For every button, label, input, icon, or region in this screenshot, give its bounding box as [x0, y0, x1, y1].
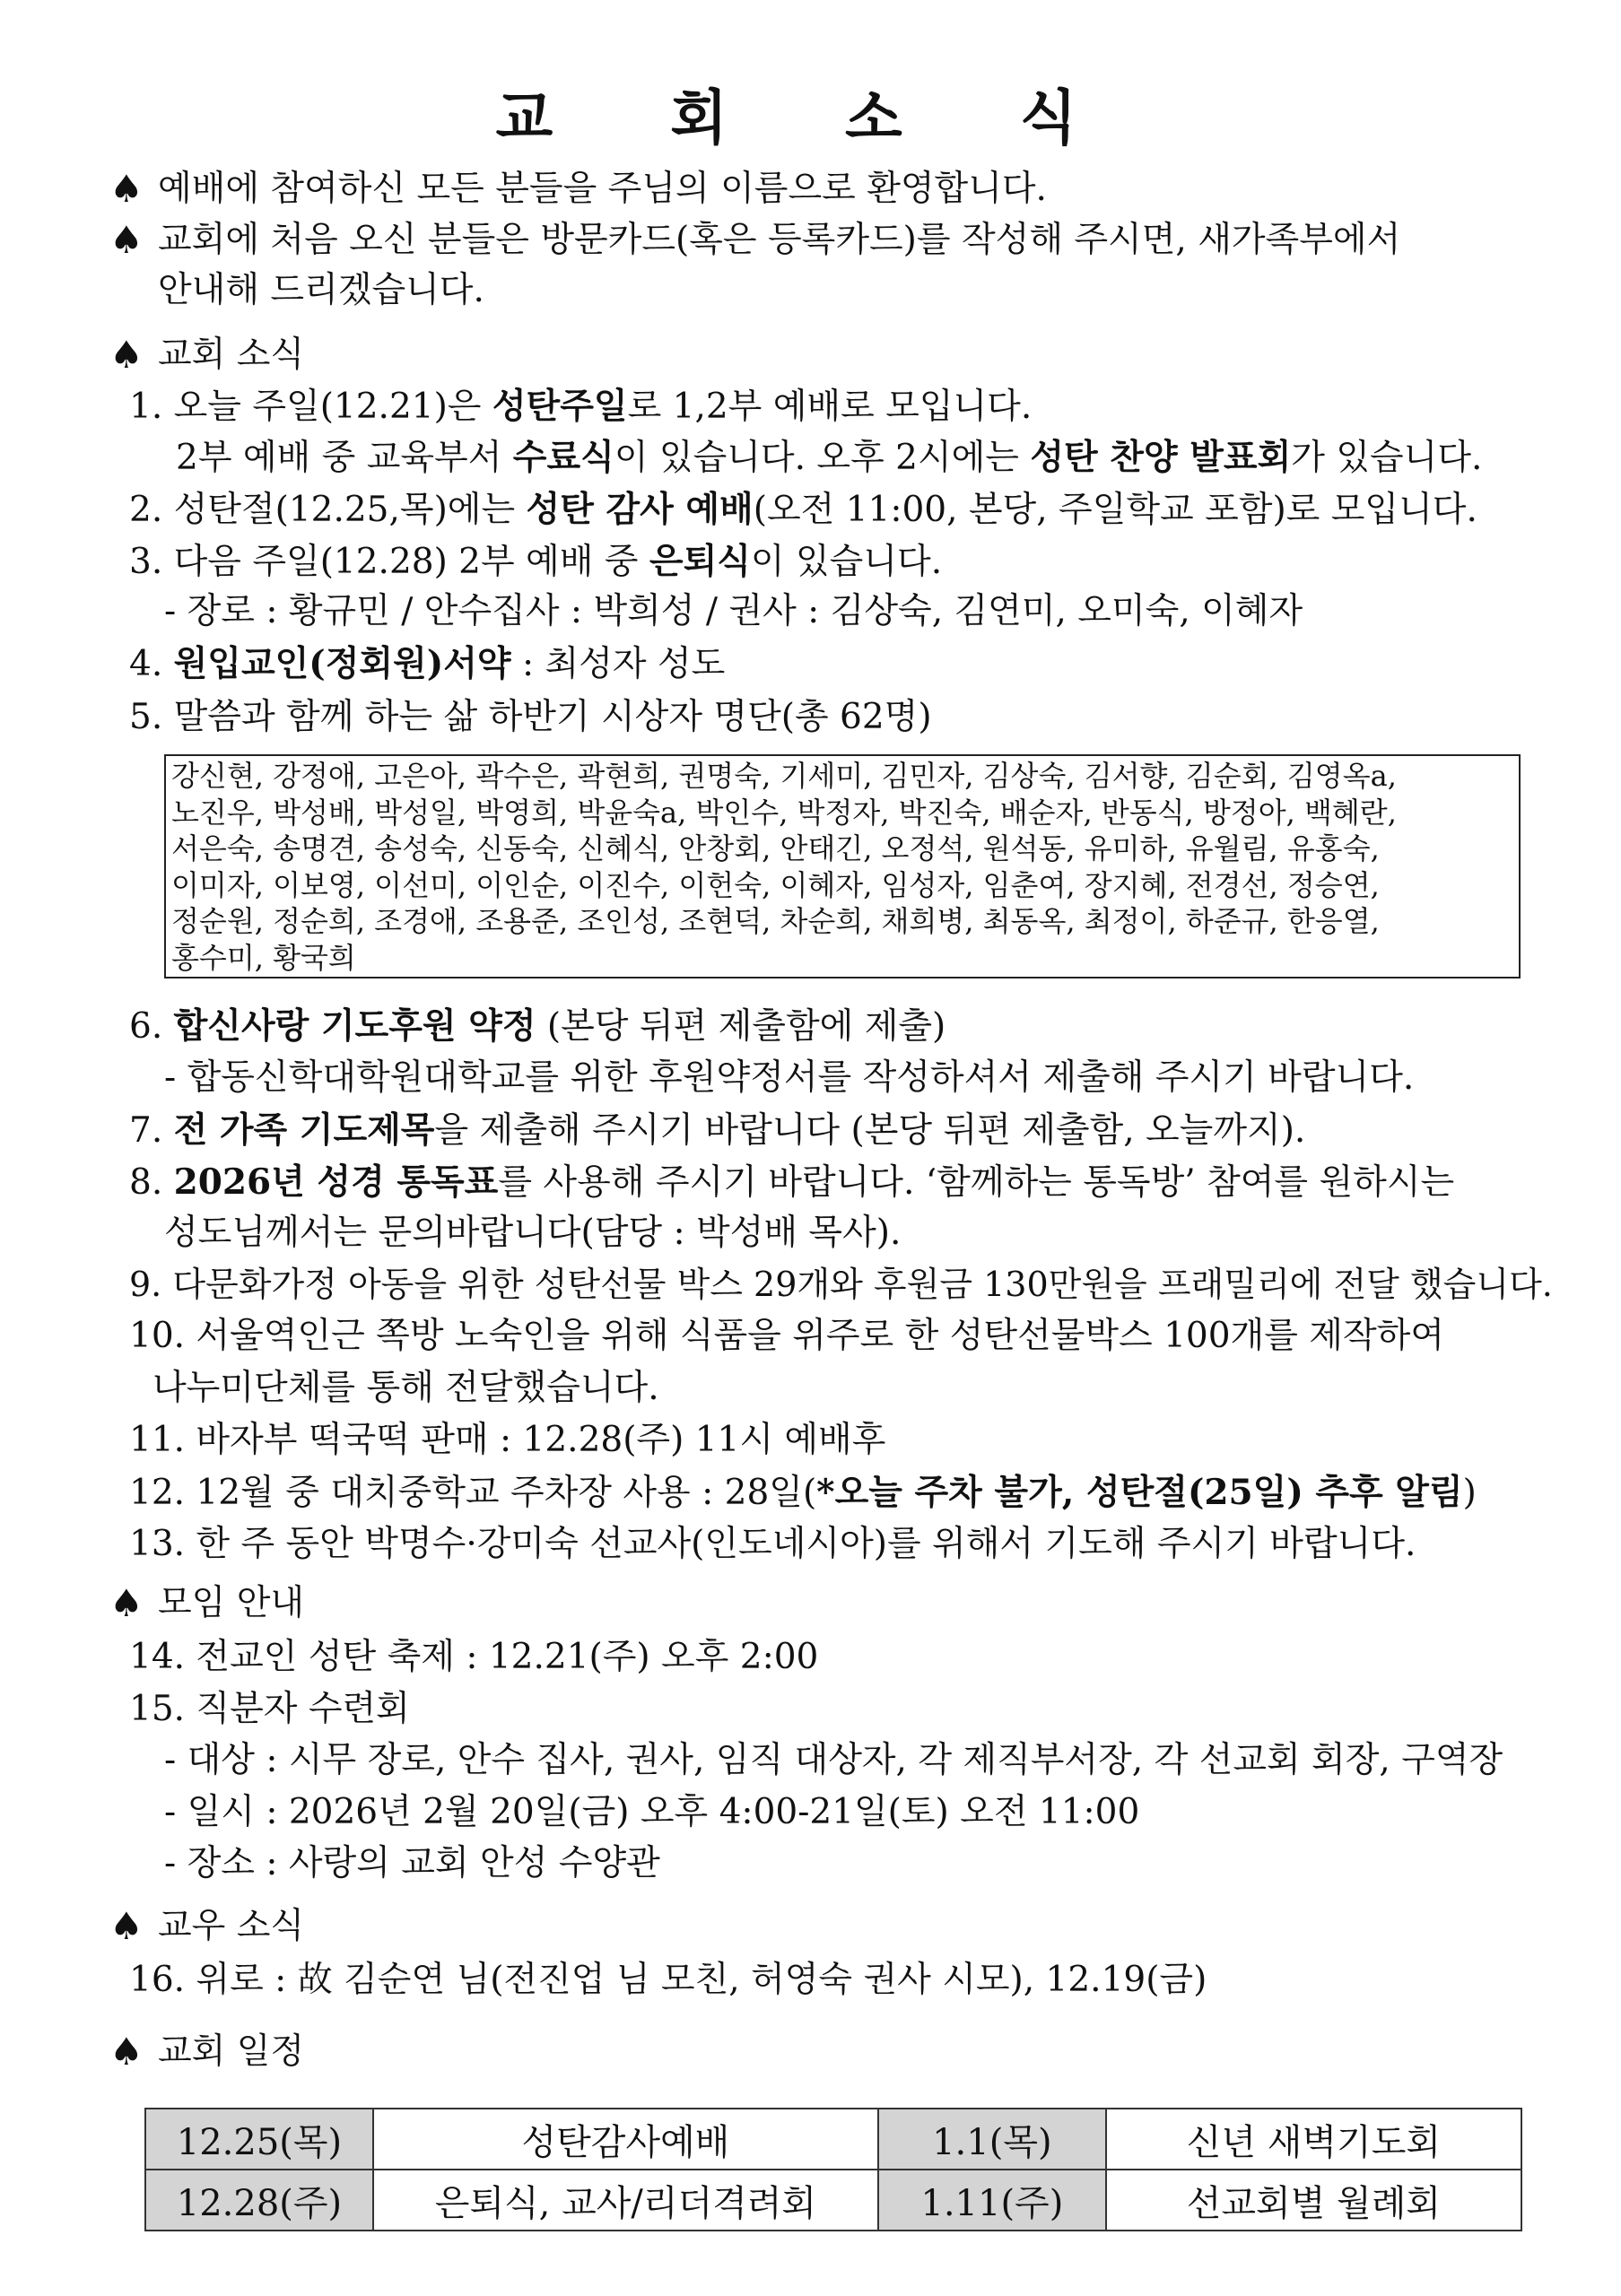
meeting-item-15-date: - 일시 : 2026년 2월 20일(금) 오후 4:00-21일(토) 오전 11:00 [164, 1792, 1140, 1832]
names-row: 노진우, 박성배, 박성일, 박영희, 박윤숙a, 박인수, 박정자, 박진숙, 배순자, 반동식, 방정아, 백혜란, [171, 795, 1397, 830]
spade-icon: ♠ [109, 218, 144, 262]
schedule-table [144, 2108, 1522, 2231]
page-title: 교 회 소 식 [495, 83, 1126, 152]
news-item-3-sub: - 장로 : 황규민 / 안수집사 : 박희성 / 권사 : 김상숙, 김연미, 오미숙, 이혜자 [164, 591, 1303, 631]
news-item-8-cont: 성도님께서는 문의바랍니다(담당 : 박성배 목사). [164, 1213, 902, 1253]
spade-icon: ♠ [109, 333, 144, 377]
section-heading-member: 교우 소식 [158, 1906, 305, 1946]
news-item-6-sub: - 합동신학대학원대학교를 위한 후원약정서를 작성하셔서 제출해 주시기 바랍니다. [164, 1057, 1415, 1098]
news-item-5: 5. 말씀과 함께 하는 삶 하반기 시상자 명단(총 62명) [129, 697, 932, 737]
news-item-6: 6. 합신사랑 기도후원 약정 (본당 뒤편 제출함에 제출) [129, 1005, 946, 1047]
welcome-line-2: 교회에 처음 오신 분들은 방문카드(혹은 등록카드)를 작성해 주시면, 새가족부에서 [158, 220, 1401, 260]
awardee-names-box [164, 754, 1521, 978]
schedule-date: 1.1(목) [878, 2109, 1106, 2170]
names-row: 강신현, 강정애, 고은아, 곽수은, 곽현희, 권명숙, 기세미, 김민자, 김상숙, 김서향, 김순회, 김영옥a, [171, 759, 1397, 793]
welcome-line-3: 안내해 드리겠습니다. [158, 270, 484, 310]
news-item-9: 9. 다문화가정 아동을 위한 성탄선물 박스 29개와 후원금 130만원을 프래밀리에 전달 했습니다. [129, 1265, 1553, 1304]
schedule-date: 1.11(주) [878, 2170, 1106, 2231]
section-heading-schedule: 교회 일정 [158, 2031, 305, 2072]
schedule-date: 12.28(주) [145, 2170, 373, 2231]
spade-icon: ♠ [109, 167, 144, 211]
news-item-8: 8. 2026년 성경 통독표를 사용해 주시기 바랍니다. ‘함께하는 통독방’ 참여를 원하시는 [129, 1161, 1455, 1203]
news-item-1-cont: 2부 예배 중 교육부서 수료식이 있습니다. 오후 2시에는 성탄 찬양 발표회가 있습니다. [176, 437, 1483, 478]
meeting-item-15-target: - 대상 : 시무 장로, 안수 집사, 권사, 임직 대상자, 각 제직부서장, 각 선교회 회장, 구역장 [164, 1740, 1503, 1780]
meeting-item-15-place: - 장소 : 사랑의 교회 안성 수양관 [164, 1843, 660, 1883]
meeting-item-14: 14. 전교인 성탄 축제 : 12.21(주) 오후 2:00 [129, 1637, 819, 1677]
table-row [145, 2170, 1521, 2231]
spade-icon: ♠ [109, 1581, 144, 1625]
schedule-event: 은퇴식, 교사/리더격려회 [373, 2170, 878, 2231]
news-item-3: 3. 다음 주일(12.28) 2부 예배 중 은퇴식이 있습니다. [129, 541, 943, 582]
schedule-event: 신년 새벽기도회 [1106, 2109, 1521, 2170]
news-item-11: 11. 바자부 떡국떡 판매 : 12.28(주) 11시 예배후 [129, 1420, 886, 1460]
meeting-item-15: 15. 직분자 수련회 [129, 1689, 410, 1729]
member-item-16: 16. 위로 : 故 김순연 님(전진업 님 모친, 허영숙 권사 시모), 12.19(금) [129, 1960, 1207, 2000]
names-row: 정순원, 정순희, 조경애, 조용준, 조인성, 조현덕, 차순희, 채희병, 최동옥, 최정이, 하준규, 한응열, [171, 904, 1380, 938]
table-row [145, 2109, 1521, 2170]
section-heading-news: 교회 소식 [158, 335, 305, 375]
news-item-1: 1. 오늘 주일(12.21)은 성탄주일로 1,2부 예배로 모입니다. [129, 386, 1033, 427]
spade-icon: ♠ [109, 2030, 144, 2074]
news-item-10-cont: 나누미단체를 통해 전달했습니다. [153, 1368, 659, 1408]
news-item-10: 10. 서울역인근 쪽방 노숙인을 위해 식품을 위주로 한 성탄선물박스 100개를 제작하여 [129, 1316, 1445, 1356]
news-item-12: 12. 12월 중 대치중학교 주차장 사용 : 28일(*오늘 주차 불가, 성탄절(25일) 추후 알림) [129, 1472, 1477, 1513]
news-item-7: 7. 전 가족 기도제목을 제출해 주시기 바랍니다 (본당 뒤편 제출함, 오늘까지). [129, 1109, 1306, 1151]
news-item-13: 13. 한 주 동안 박명수·강미숙 선교사(인도네시아)를 위해서 기도해 주시기 바랍니다. [129, 1524, 1416, 1564]
names-row: 서은숙, 송명견, 송성숙, 신동숙, 신혜식, 안창회, 안태긴, 오정석, 원석동, 유미하, 유월림, 유홍숙, [171, 831, 1380, 865]
welcome-line-1: 예배에 참여하신 모든 분들을 주님의 이름으로 환영합니다. [158, 169, 1047, 209]
schedule-event: 성탄감사예배 [373, 2109, 878, 2170]
schedule-event: 선교회별 월례회 [1106, 2170, 1521, 2231]
spade-icon: ♠ [109, 1904, 144, 1948]
news-item-4: 4. 원입교인(정회원)서약 : 최성자 성도 [129, 643, 726, 684]
names-row: 홍수미, 황국희 [171, 940, 356, 975]
schedule-date: 12.25(목) [145, 2109, 373, 2170]
names-row: 이미자, 이보영, 이선미, 이인순, 이진수, 이헌숙, 이혜자, 임성자, 임춘여, 장지혜, 전경선, 정승연, [171, 867, 1380, 902]
section-heading-meeting: 모임 안내 [158, 1583, 305, 1623]
news-item-2: 2. 성탄절(12.25,목)에는 성탄 감사 예배(오전 11:00, 본당, 주일학교 포함)로 모입니다. [129, 489, 1477, 530]
